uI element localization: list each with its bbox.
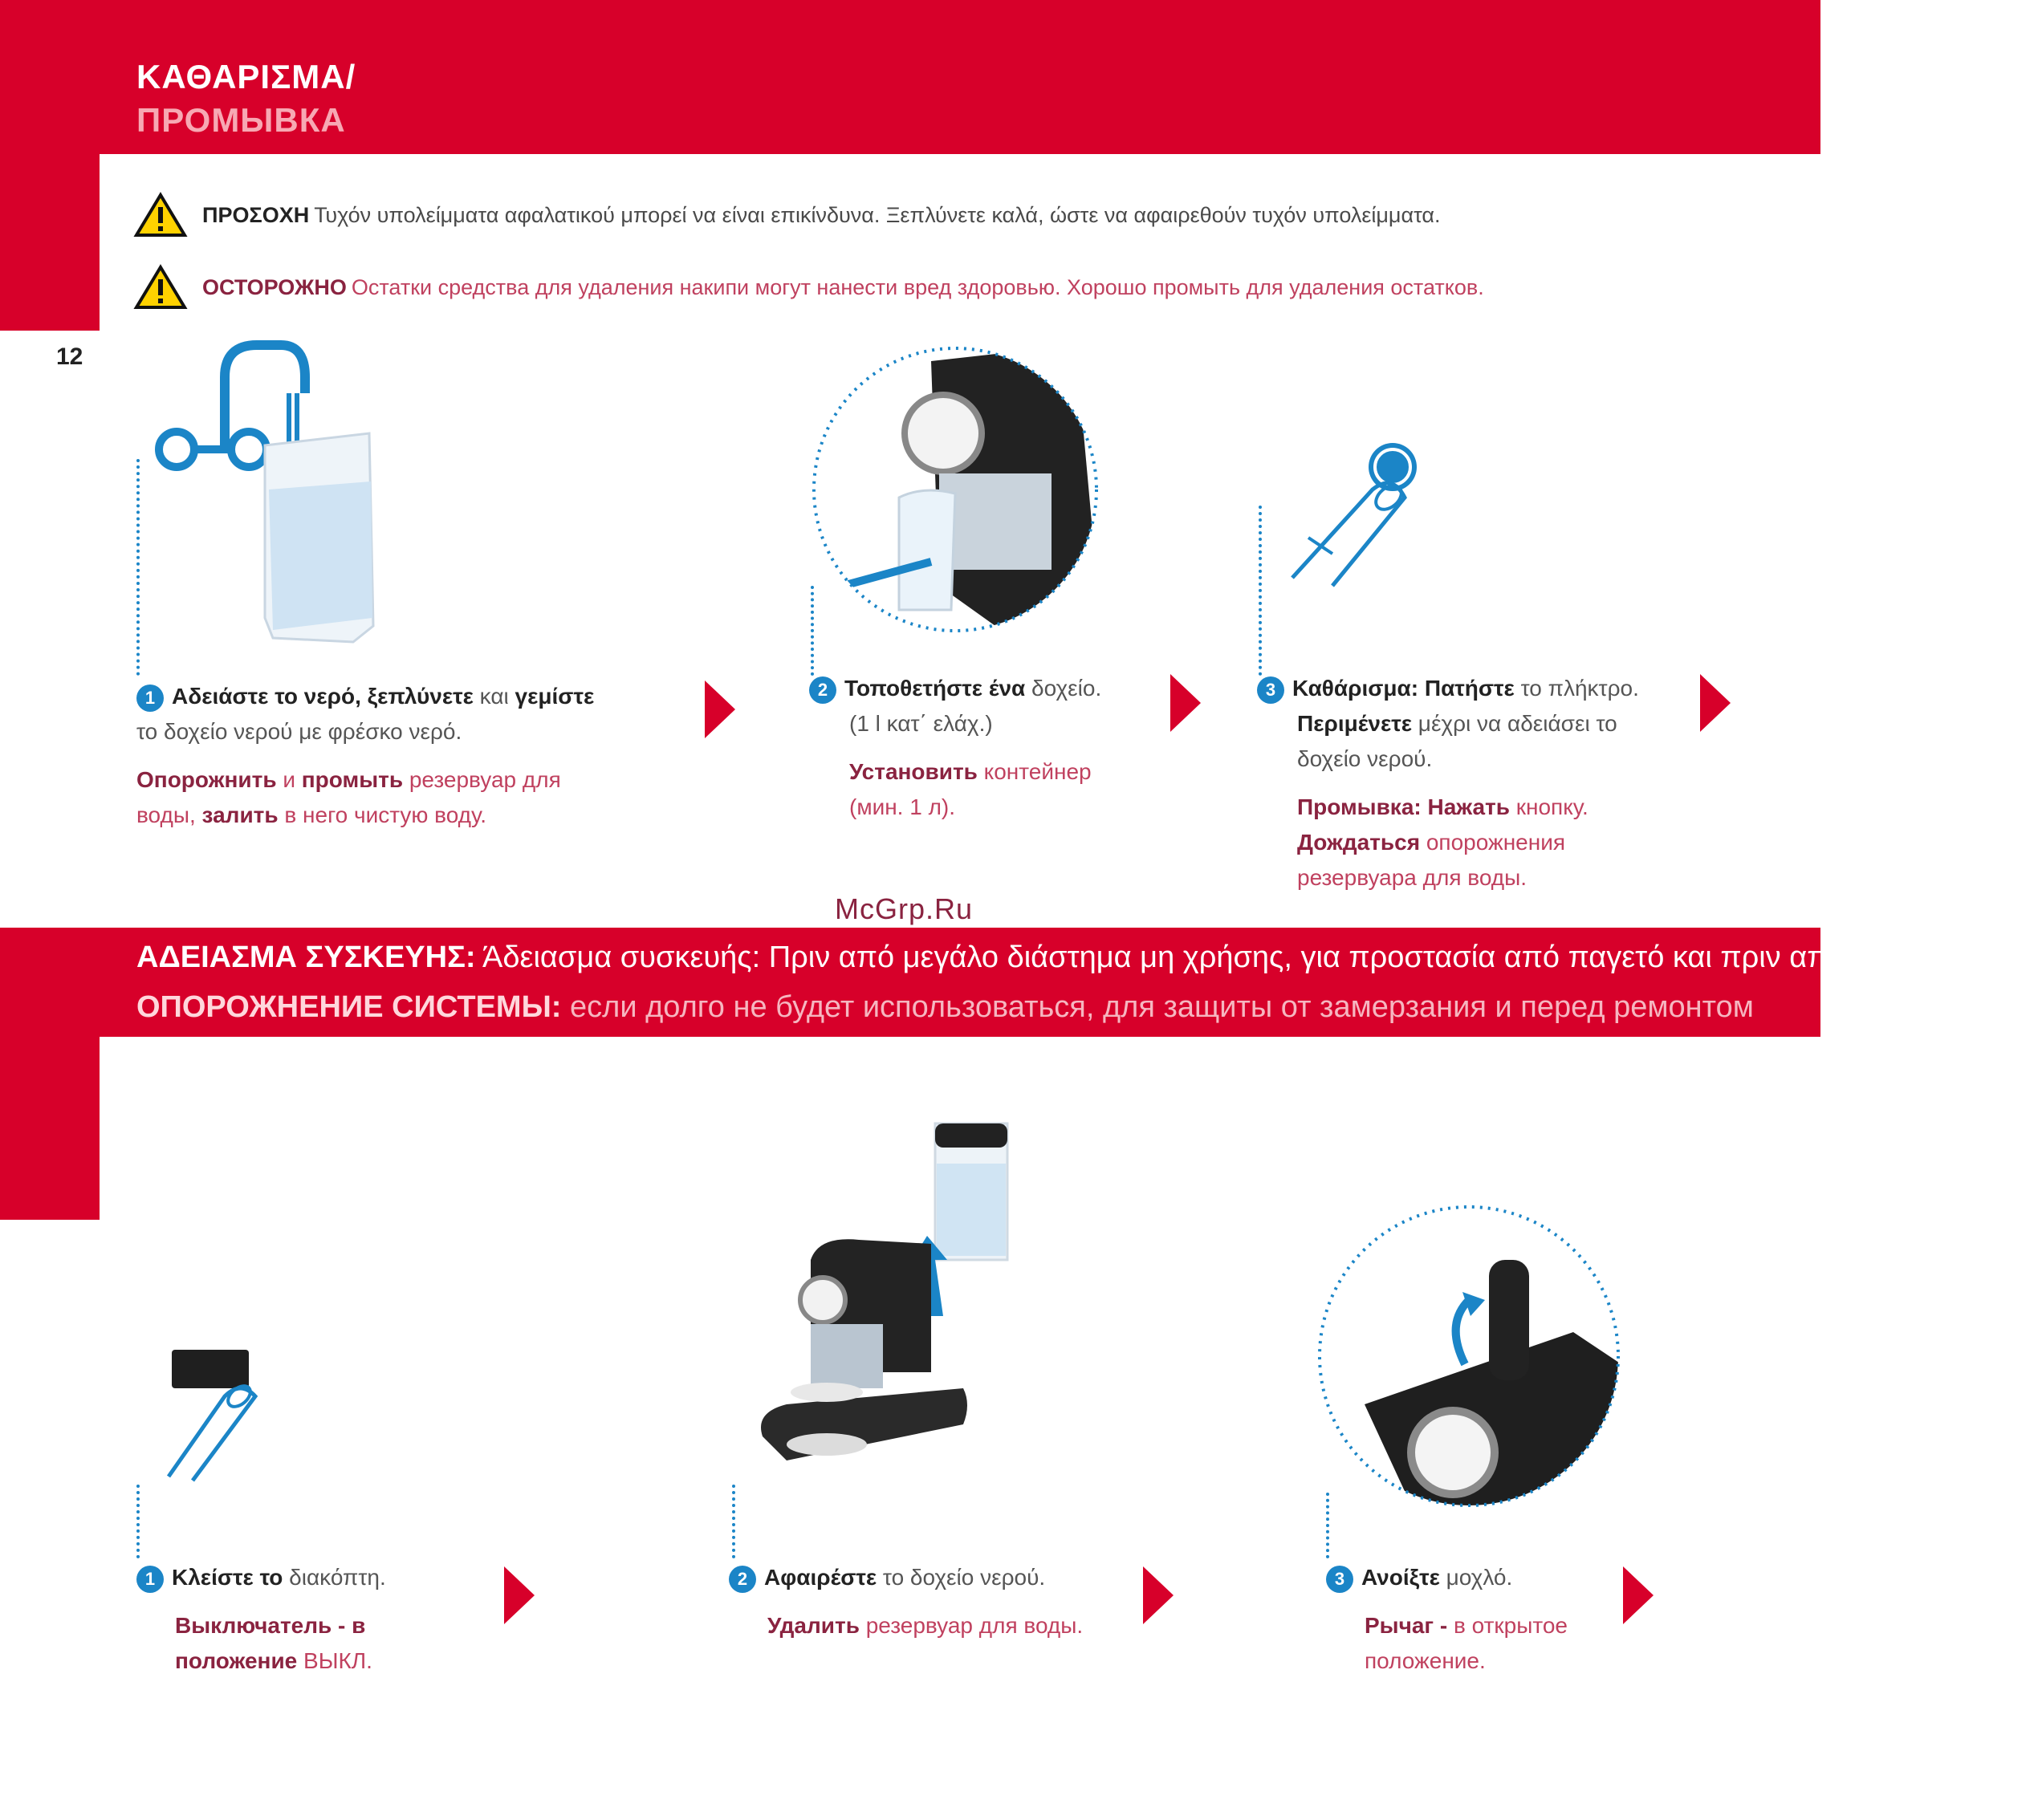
step-text-bold: Κλείστε το — [172, 1565, 283, 1590]
step-number-badge: 3 — [1257, 676, 1284, 704]
step-text: το πλήκτρο. — [1514, 676, 1639, 701]
step-number-badge: 2 — [809, 676, 836, 704]
next-arrow-icon — [1143, 1566, 1174, 1624]
step-text: и — [276, 767, 302, 792]
step-text-bold: Καθάρισμα: Πατήστε — [1292, 676, 1515, 701]
step-text-bold: Τοποθετήστε ένα — [844, 676, 1026, 701]
lever-open-illustration — [1316, 1204, 1621, 1509]
step-text-bold: Дождаться — [1297, 830, 1421, 855]
step-text-russian — [136, 762, 618, 833]
step-text-bold: γεμίστε — [515, 684, 595, 709]
emptying-step-3 — [1326, 1560, 1663, 1679]
step-number-badge: 1 — [136, 685, 164, 712]
header-left-tab — [0, 0, 100, 331]
banner-label: ΑΔΕΙΑΣΜΑ ΣΥΣΚΕΥΗΣ: — [136, 940, 476, 974]
banner-line-russian — [136, 990, 1754, 1025]
step-text: резервуар для воды, — [136, 767, 561, 827]
step-connector — [1326, 1493, 1329, 1558]
finger-press-button-illustration — [1284, 433, 1445, 594]
banner-line-greek — [136, 940, 2038, 975]
step-text-bold: залить — [201, 802, 279, 827]
step-text-bold: Ανοίξτε — [1361, 1565, 1440, 1590]
step-text: ВЫКЛ. — [297, 1648, 372, 1673]
warning-greek — [135, 193, 1440, 238]
header-title-russian: ПРОМЫВКА — [136, 101, 346, 139]
step-text-bold: Выключатель - в положение — [175, 1613, 366, 1673]
banner-label: ОПОРОЖНЕНИЕ СИСТЕМЫ: — [136, 990, 562, 1024]
step-text: резервуар для воды. — [859, 1613, 1084, 1638]
step-text: в него чистую воду. — [278, 802, 486, 827]
emptying-step-2 — [729, 1560, 1146, 1643]
cleaning-step-2 — [809, 671, 1162, 825]
step-text: το δοχείο νερού. — [877, 1565, 1046, 1590]
emptying-step-1 — [136, 1560, 538, 1679]
step-connector — [1259, 506, 1262, 676]
step-text: το δοχείο νερού με φρέσκο νερό. — [136, 719, 462, 744]
step-text: μέχρι να αδειάσει το δοχείο νερού. — [1297, 711, 1617, 771]
warning-label: ΠΡΟΣΟΧΗ — [202, 202, 310, 227]
step-text: контейнер — [977, 759, 1092, 784]
cleaning-step-1 — [136, 679, 618, 833]
banner-text: Άδειασμα συσκευής: Πριν από μεγάλο διάστημα μη χρήσης, για προστασία από παγετό και πριν από επιδιόρθωση/ — [482, 940, 2038, 974]
warning-text: Остатки средства для удаления накипи могут нанести вред здоровью. Хорошо промыть для удаления остатков. — [351, 274, 1484, 299]
step-text-bold: Установить — [849, 759, 978, 784]
cleaning-step-3 — [1257, 671, 1674, 896]
machine-container-illustration — [811, 345, 1100, 634]
step-text: (мин. 1 л). — [849, 794, 956, 819]
watermark: McGrp.Ru — [835, 892, 974, 925]
step-number-badge: 3 — [1326, 1566, 1353, 1593]
step-text-bold: Αφαιρέστε — [764, 1565, 877, 1590]
step-text: в открытое положение. — [1365, 1613, 1568, 1673]
step-text-bold: Περιμένετε — [1297, 711, 1413, 736]
step-text-russian — [1297, 790, 1674, 896]
step-number-badge: 1 — [136, 1566, 164, 1593]
step-text: διακόπτη. — [283, 1565, 386, 1590]
banner-text: если долго не будет использоваться, для защиты от замерзания и перед ремонтом — [570, 990, 1754, 1024]
warning-label: ОСТОРОЖНО — [202, 274, 347, 299]
step-connector — [732, 1485, 735, 1558]
step-connector — [136, 459, 140, 676]
step-connector — [136, 1485, 140, 1558]
next-arrow-icon — [504, 1566, 535, 1624]
step-number-badge: 2 — [729, 1566, 756, 1593]
step-text-bold: Промывка: Нажать — [1297, 794, 1510, 819]
step-text-bold: Рычаг - — [1365, 1613, 1448, 1638]
next-arrow-icon — [705, 680, 735, 738]
warning-text: Τυχόν υπολείμματα αφαλατικού μπορεί να είναι επικίνδυνα. Ξεπλύνετε καλά, ώστε να αφαιρεθούν τυχόν υπολείμματα. — [314, 202, 1441, 227]
step-text-bold: Опорожнить — [136, 767, 277, 792]
section-left-tab — [0, 928, 100, 1220]
warning-icon — [135, 265, 186, 310]
step-text-bold: Удалить — [767, 1613, 860, 1638]
step-text: και — [473, 684, 515, 709]
next-arrow-icon — [1170, 674, 1201, 732]
machine-remove-tank-illustration — [755, 1115, 1019, 1485]
step-text: μοχλό. — [1439, 1565, 1513, 1590]
faucet-tank-illustration — [153, 329, 393, 650]
next-arrow-icon — [1623, 1566, 1654, 1624]
step-text-russian — [849, 754, 1162, 825]
step-text-russian — [767, 1608, 1146, 1643]
step-text: (1 l κατ΄ ελάχ.) — [849, 711, 993, 736]
step-text-russian — [1365, 1608, 1573, 1679]
step-text: опорожнения резервуара для воды. — [1297, 830, 1566, 890]
step-text-russian — [175, 1608, 400, 1679]
step-text-bold: промыть — [301, 767, 404, 792]
page-number: 12 — [56, 343, 83, 370]
warning-icon — [135, 193, 186, 238]
step-text: δοχείο. — [1025, 676, 1102, 701]
step-text-bold: Αδειάστε το νερό, ξεπλύνετε — [172, 684, 474, 709]
next-arrow-icon — [1700, 674, 1731, 732]
warning-russian — [135, 265, 1484, 310]
step-text: кнопку. — [1509, 794, 1589, 819]
finger-switch-illustration — [161, 1348, 289, 1485]
header-title-greek: ΚΑΘΑΡΙΣΜΑ/ — [136, 58, 356, 95]
